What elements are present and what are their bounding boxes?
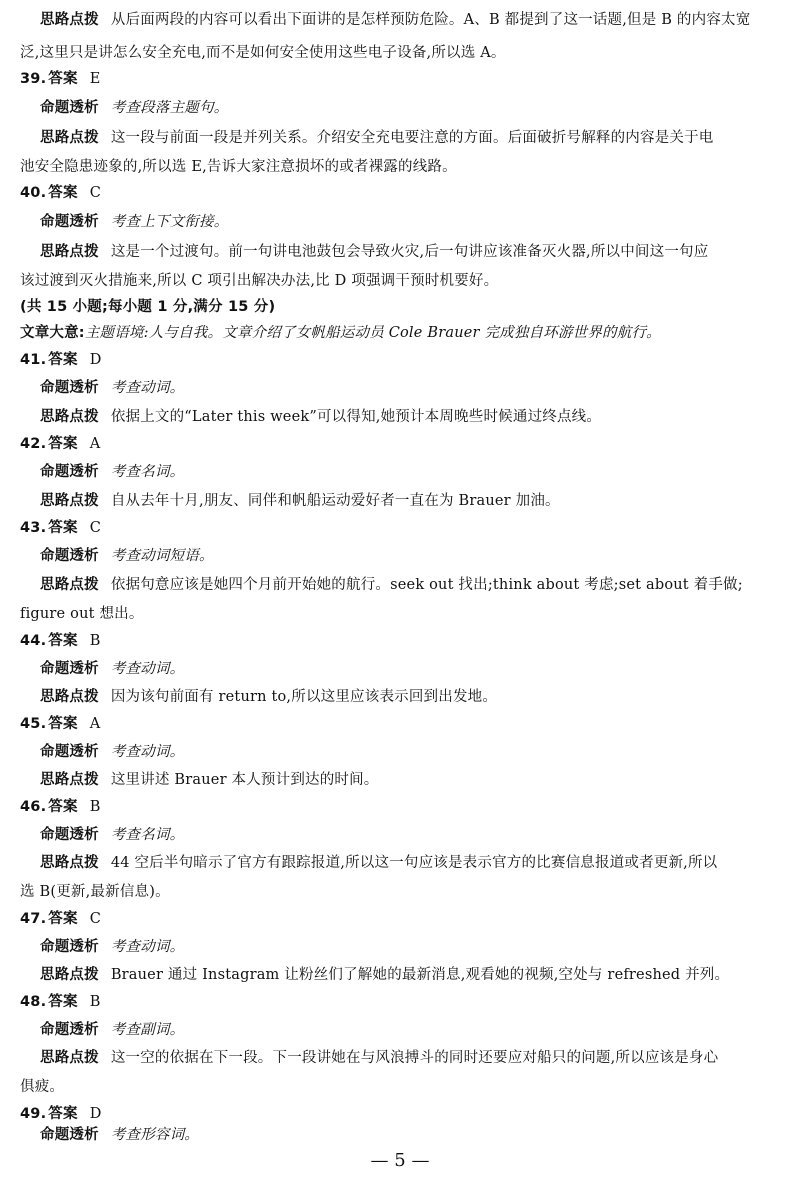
summary-label: 文章大意:	[20, 325, 85, 341]
q39-answer-line	[20, 69, 782, 91]
q47-hint-line-1	[40, 965, 782, 987]
q38-hint-line-1	[40, 10, 782, 32]
hint-text: 依据上文的“Later this week”可以得知,她预计本周晚些时候通过终点线。	[110, 409, 602, 425]
hint-label: 思路点拨	[40, 855, 99, 871]
q38-hint-line-2: 泛,这里只是讲怎么安全充电,而不是如何安全使用这些电子设备,所以选 A。	[20, 45, 506, 61]
hint-label: 思路点拨	[40, 577, 99, 593]
question-number: 40.	[20, 185, 47, 201]
hint-label: 思路点拨	[40, 409, 99, 425]
hint-text: 从后面两段的内容可以看出下面讲的是怎样预防危险。A、B 都提到了这一话题,但是 B 的内容太宽	[110, 12, 751, 28]
hint-label: 思路点拨	[40, 689, 99, 705]
hint-text: 这里讲述 Brauer 本人预计到达的时间。	[110, 772, 379, 788]
analysis-label: 命题透析	[40, 214, 99, 230]
q44-hint-line-1	[40, 687, 782, 709]
hint-label: 思路点拨	[40, 244, 99, 260]
analysis-text: 考查名词。	[110, 464, 185, 480]
q39-hint-line-1	[40, 128, 782, 150]
hint-label: 思路点拨	[40, 967, 99, 983]
answer-value: A	[89, 436, 101, 452]
analysis-label: 命题透析	[40, 661, 99, 677]
answer-label: 答案	[48, 799, 78, 815]
analysis-label: 命题透析	[40, 744, 99, 760]
q42-hint-line-1	[40, 491, 782, 513]
q42-answer-line	[20, 434, 782, 456]
analysis-label: 命题透析	[40, 1022, 99, 1038]
analysis-text: 考查动词短语。	[110, 548, 214, 564]
analysis-text: 考查名词。	[110, 827, 185, 843]
hint-label: 思路点拨	[40, 772, 99, 788]
answer-label: 答案	[48, 436, 78, 452]
analysis-label: 命题透析	[40, 827, 99, 843]
answer-label: 答案	[48, 911, 78, 927]
hint-text: 这一段与前面一段是并列关系。介绍安全充电要注意的方面。后面破折号解释的内容是关于电	[110, 130, 714, 146]
answer-value: D	[89, 352, 102, 368]
q41-analysis-line	[40, 378, 782, 400]
answer-label: 答案	[48, 185, 78, 201]
answer-value: B	[89, 994, 101, 1010]
answer-value: E	[89, 71, 101, 87]
answer-value: C	[89, 185, 101, 201]
analysis-text: 考查形容词。	[110, 1127, 200, 1143]
hint-label: 思路点拨	[40, 493, 99, 509]
analysis-text: 考查动词。	[110, 939, 185, 955]
q40-hint-line-1	[40, 242, 782, 264]
hint-text: 因为该句前面有 return to,所以这里应该表示回到出发地。	[110, 689, 498, 705]
answer-value: B	[89, 799, 101, 815]
hint-text: 自从去年十月,朋友、同伴和帆船运动爱好者一直在为 Brauer 加油。	[110, 493, 560, 509]
answer-value: B	[89, 633, 101, 649]
q40-hint-line-2: 该过渡到灭火措施来,所以 C 项引出解决办法,比 D 项强调干预时机要好。	[20, 273, 499, 289]
answer-label: 答案	[48, 1106, 78, 1122]
question-number: 48.	[20, 994, 47, 1010]
question-number: 46.	[20, 799, 47, 815]
q43-hint-line-1	[40, 575, 782, 597]
answer-label: 答案	[48, 633, 78, 649]
hint-text: 依据句意应该是她四个月前开始她的航行。seek out 找出;think about 考虑;set about 着手做;	[110, 577, 743, 593]
q48-hint-line-1	[40, 1048, 782, 1070]
q43-answer-line	[20, 518, 782, 540]
answer-label: 答案	[48, 716, 78, 732]
question-number: 47.	[20, 911, 47, 927]
hint-text: 这一空的依据在下一段。下一段讲她在与风浪搏斗的同时还要应对船只的问题,所以应该是身心	[110, 1050, 719, 1066]
hint-label: 思路点拨	[40, 12, 99, 28]
analysis-label: 命题透析	[40, 1127, 99, 1143]
analysis-text: 考查段落主题句。	[110, 100, 229, 116]
q41-answer-line	[20, 350, 782, 372]
q47-answer-line	[20, 909, 782, 931]
summary-text: 主题语境:人与自我。文章介绍了女帆船运动员 Cole Brauer 完成独自环游世界的航行。	[84, 325, 661, 341]
analysis-text: 考查上下文衔接。	[110, 214, 229, 230]
q39-analysis-line	[40, 98, 782, 120]
answer-label: 答案	[48, 994, 78, 1010]
answer-label: 答案	[48, 71, 78, 87]
analysis-label: 命题透析	[40, 464, 99, 480]
q40-analysis-line	[40, 212, 782, 234]
analysis-text: 考查动词。	[110, 744, 185, 760]
hint-label: 思路点拨	[40, 1050, 99, 1066]
hint-text: Brauer 通过 Instagram 让粉丝们了解她的最新消息,观看她的视频,空处与 refreshed 并列。	[110, 967, 730, 983]
q49-analysis-line	[40, 1125, 782, 1147]
question-number: 49.	[20, 1106, 47, 1122]
q46-hint-line-1	[40, 853, 782, 875]
q46-analysis-line	[40, 825, 782, 847]
answer-value: C	[89, 911, 101, 927]
q40-answer-line	[20, 183, 782, 205]
answer-label: 答案	[48, 520, 78, 536]
q45-answer-line	[20, 714, 782, 736]
q46-hint-line-2: 选 B(更新,最新信息)。	[20, 884, 170, 900]
q45-hint-line-1	[40, 770, 782, 792]
question-number: 45.	[20, 716, 47, 732]
q42-analysis-line	[40, 462, 782, 484]
analysis-text: 考查副词。	[110, 1022, 185, 1038]
page-number: — 5 —	[370, 1150, 430, 1171]
question-number: 44.	[20, 633, 47, 649]
q46-answer-line	[20, 797, 782, 819]
q48-analysis-line	[40, 1020, 782, 1042]
hint-text: 这是一个过渡句。前一句讲电池鼓包会导致火灾,后一句讲应该准备灭火器,所以中间这一句应	[110, 244, 709, 260]
question-number: 42.	[20, 436, 47, 452]
answer-value: D	[89, 1106, 102, 1122]
q44-answer-line	[20, 631, 782, 653]
q48-answer-line	[20, 992, 782, 1014]
q47-analysis-line	[40, 937, 782, 959]
question-number: 43.	[20, 520, 47, 536]
answer-label: 答案	[48, 352, 78, 368]
hint-text: 44 空后半句暗示了官方有跟踪报道,所以这一句应该是表示官方的比赛信息报道或者更新,所以	[110, 855, 718, 871]
q48-hint-line-2: 俱疲。	[20, 1079, 65, 1095]
hint-label: 思路点拨	[40, 130, 99, 146]
analysis-text: 考查动词。	[110, 661, 185, 677]
analysis-label: 命题透析	[40, 380, 99, 396]
analysis-label: 命题透析	[40, 548, 99, 564]
q41-hint-line-1	[40, 407, 782, 429]
analysis-text: 考查动词。	[110, 380, 185, 396]
question-number: 39.	[20, 71, 47, 87]
analysis-label: 命题透析	[40, 939, 99, 955]
q39-hint-line-2: 池安全隐患迹象的,所以选 E,告诉大家注意损坏的或者裸露的线路。	[20, 159, 457, 175]
q44-analysis-line	[40, 659, 782, 681]
q49-answer-line	[20, 1104, 782, 1126]
question-number: 41.	[20, 352, 47, 368]
q43-analysis-line	[40, 546, 782, 568]
q45-analysis-line	[40, 742, 782, 764]
answer-value: A	[89, 716, 101, 732]
q43-hint-line-2: figure out 想出。	[20, 606, 144, 622]
answer-value: C	[89, 520, 101, 536]
analysis-label: 命题透析	[40, 100, 99, 116]
article-summary	[20, 323, 782, 345]
section-header: (共 15 小题;每小题 1 分,满分 15 分)	[20, 299, 276, 315]
